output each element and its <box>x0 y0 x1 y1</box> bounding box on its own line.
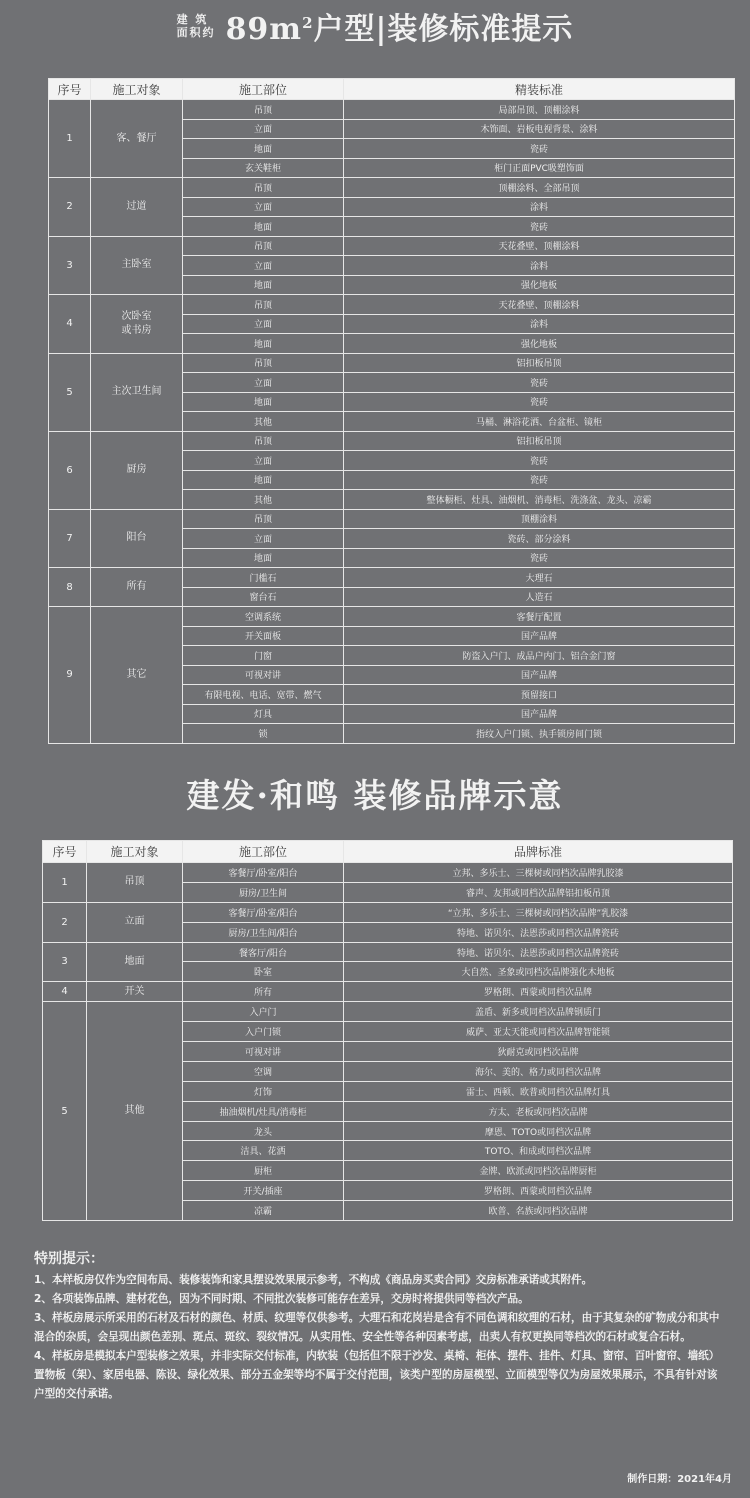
table-row <box>43 1002 733 1022</box>
construction-part: 灯具 <box>183 704 344 724</box>
construction-part: 地面 <box>183 392 344 412</box>
standard: 铝扣板吊顶 <box>344 353 735 373</box>
standard: 国产品牌 <box>344 665 735 685</box>
standard: 瓷砖 <box>344 470 735 490</box>
table-row <box>49 100 735 120</box>
row-number: 1 <box>43 863 87 903</box>
table-row <box>49 568 735 588</box>
column-header: 施工对象 <box>87 841 183 863</box>
construction-object: 过道 <box>91 178 183 237</box>
area-label-line2: 面积约 <box>176 26 216 39</box>
standard: 强化地板 <box>344 275 735 295</box>
construction-object: 阳台 <box>91 509 183 568</box>
construction-part: 吊顶 <box>183 353 344 373</box>
standard: 人造石 <box>344 587 735 607</box>
standard: “立邦、多乐士、三棵树或同档次品牌”乳胶漆 <box>344 902 733 922</box>
row-number: 4 <box>49 295 91 354</box>
construction-part: 地面 <box>183 470 344 490</box>
construction-part: 地面 <box>183 275 344 295</box>
area-label-line1: 建 筑 <box>176 13 209 26</box>
construction-part: 立面 <box>183 314 344 334</box>
column-header: 施工部位 <box>183 79 344 100</box>
standard: 方太、老板或同档次品牌 <box>344 1101 733 1121</box>
standard: 欧普、名族或同档次品牌 <box>344 1201 733 1221</box>
standard: 预留接口 <box>344 685 735 705</box>
construction-object: 厨房 <box>91 431 183 509</box>
standard: 瓷砖 <box>344 392 735 412</box>
title-area: 89m <box>225 12 303 47</box>
standard: 涂料 <box>344 314 735 334</box>
construction-object: 开关 <box>87 982 183 1002</box>
note-item: 3、样板房展示所采用的石材及石材的颜色、材质、纹理等仅供参考。大理石和花岗岩是含有不同色调和纹理的石材，由于其复杂的矿物成分和其中混合的杂质，会呈现出颜色差别、斑点、斑纹、裂纹情况。从实用性、安全性等各种因素考虑，出卖人有权更换同等档次的石材或复合石材。 <box>34 1312 720 1343</box>
construction-part: 抽油烟机/灶具/消毒柜 <box>183 1101 344 1121</box>
construction-object: 吊顶 <box>87 863 183 903</box>
standard: 瓷砖 <box>344 139 735 159</box>
construction-part: 吊顶 <box>183 295 344 315</box>
table-row <box>43 942 733 962</box>
standard: 马桶、淋浴花洒、台盆柜、镜柜 <box>344 412 735 432</box>
standard: 瓷砖 <box>344 451 735 471</box>
construction-part: 吊顶 <box>183 509 344 529</box>
standard: 国产品牌 <box>344 626 735 646</box>
construction-part: 灯饰 <box>183 1081 344 1101</box>
standard: 威萨、亚太天能或同档次品牌智能锁 <box>344 1022 733 1042</box>
table-row <box>43 863 733 883</box>
construction-part: 吊顶 <box>183 100 344 120</box>
standard: 涂料 <box>344 256 735 276</box>
table-header-row <box>43 841 733 863</box>
table-row <box>43 982 733 1002</box>
standard: 天花叠壁、顶棚涂料 <box>344 236 735 256</box>
column-header: 序号 <box>43 841 87 863</box>
construction-part: 可视对讲 <box>183 665 344 685</box>
construction-part: 地面 <box>183 217 344 237</box>
construction-part: 客餐厅/卧室/阳台 <box>183 902 344 922</box>
construction-part: 开关面板 <box>183 626 344 646</box>
construction-part: 开关/插座 <box>183 1181 344 1201</box>
standard: 强化地板 <box>344 334 735 354</box>
standard: 摩恩、TOTO或同档次品牌 <box>344 1121 733 1141</box>
construction-part: 其他 <box>183 490 344 510</box>
table-row <box>49 178 735 198</box>
row-number: 7 <box>49 509 91 568</box>
construction-part: 其他 <box>183 412 344 432</box>
standard: 狄耐克或同档次品牌 <box>344 1042 733 1062</box>
construction-part: 厨房/卫生间/阳台 <box>183 922 344 942</box>
construction-part: 吊顶 <box>183 431 344 451</box>
standard: 国产品牌 <box>344 704 735 724</box>
standard: 防盗入户门、成品户内门、铝合金门窗 <box>344 646 735 666</box>
construction-part: 入户门 <box>183 1002 344 1022</box>
standard: 顶棚涂料、全部吊顶 <box>344 178 735 198</box>
construction-part: 入户门锁 <box>183 1022 344 1042</box>
row-number: 6 <box>49 431 91 509</box>
construction-part: 客餐厅/卧室/阳台 <box>183 863 344 883</box>
construction-object: 客、餐厅 <box>91 100 183 178</box>
construction-object: 主次卫生间 <box>91 353 183 431</box>
standard: 盖盾、新多或同档次品牌钢质门 <box>344 1002 733 1022</box>
note-item: 4、样板房是模拟本户型装修之效果，并非实际交付标准，内软装（包括但不限于沙发、桌椅、柜体、摆件、挂件、灯具、窗帘、百叶窗帘、墙纸）置物板（架）、家居电器、陈设、绿化效果、部分五金架等均不属于交付范围，该类户型的房屋模型、立面模型等仅为房屋效果展示，不具有针对该户型的交付承诺。 <box>34 1350 720 1400</box>
note-item: 1、本样板房仅作为空间布局、装修装饰和家具摆设效果展示参考，不构成《商品房买卖合同》交房标准承诺或其附件。 <box>34 1274 593 1286</box>
standard: 柜门正面PVC吸塑饰面 <box>344 158 735 178</box>
construction-part: 立面 <box>183 451 344 471</box>
standard: 特地、诺贝尔、法恩莎或同档次品牌瓷砖 <box>344 942 733 962</box>
area-label <box>177 13 216 39</box>
standard: 瓷砖 <box>344 548 735 568</box>
standard: 雷士、西顿、欧普或同档次品牌灯具 <box>344 1081 733 1101</box>
construction-part: 所有 <box>183 982 344 1002</box>
title-rest: 户型|装修标准提示 <box>313 12 574 47</box>
table-row <box>43 902 733 922</box>
construction-object: 地面 <box>87 942 183 982</box>
construction-part: 立面 <box>183 119 344 139</box>
row-number: 8 <box>49 568 91 607</box>
row-number: 2 <box>43 902 87 942</box>
construction-part: 地面 <box>183 139 344 159</box>
brand-standard-table <box>42 840 733 1221</box>
column-header: 品牌标准 <box>344 841 733 863</box>
standard: 海尔、美的、格力或同档次品牌 <box>344 1061 733 1081</box>
construction-object: 其它 <box>91 607 183 744</box>
construction-part: 凉霸 <box>183 1201 344 1221</box>
construction-part: 锁 <box>183 724 344 744</box>
construction-part: 门窗 <box>183 646 344 666</box>
standard: 特地、诺贝尔、法恩莎或同档次品牌瓷砖 <box>344 922 733 942</box>
construction-part: 空调系统 <box>183 607 344 627</box>
construction-part: 龙头 <box>183 1121 344 1141</box>
standard: 指纹入户门锁、执手锁房间门锁 <box>344 724 735 744</box>
construction-part: 有限电视、电话、宽带、燃气 <box>183 685 344 705</box>
table-row <box>49 431 735 451</box>
construction-part: 地面 <box>183 334 344 354</box>
row-number: 9 <box>49 607 91 744</box>
construction-part: 空调 <box>183 1061 344 1081</box>
column-header: 精装标准 <box>344 79 735 100</box>
row-number: 1 <box>49 100 91 178</box>
construction-part: 门槛石 <box>183 568 344 588</box>
notes-title: 特别提示： <box>34 1251 104 1267</box>
standard: 木饰面、岩板电视背景、涂料 <box>344 119 735 139</box>
construction-object: 次卧室 或书房 <box>91 295 183 354</box>
page-title-2: 建发·和鸣 装修品牌示意 <box>186 776 564 815</box>
title-sup: 2 <box>302 14 314 32</box>
row-number: 3 <box>43 942 87 982</box>
decoration-standard-table <box>48 78 735 744</box>
table-row <box>49 295 735 315</box>
standard: 大自然、圣象或同档次品牌强化木地板 <box>344 962 733 982</box>
column-header: 施工部位 <box>183 841 344 863</box>
page-title-1 <box>0 4 750 48</box>
standard: 客餐厅配置 <box>344 607 735 627</box>
note-item: 2、各项装饰品牌、建材花色，因为不同时期、不同批次装修可能存在差异，交房时将提供同等档次产品。 <box>34 1293 529 1305</box>
construction-object: 立面 <box>87 902 183 942</box>
construction-part: 洁具、花洒 <box>183 1141 344 1161</box>
row-number: 4 <box>43 982 87 1002</box>
row-number: 5 <box>43 1002 87 1221</box>
standard: 瓷砖、部分涂料 <box>344 529 735 549</box>
standard: 天花叠壁、顶棚涂料 <box>344 295 735 315</box>
construction-object: 主卧室 <box>91 236 183 295</box>
standard: 瓷砖 <box>344 373 735 393</box>
standard: 瓷砖 <box>344 217 735 237</box>
standard: 罗格朗、西蒙或同档次品牌 <box>344 1181 733 1201</box>
standard: 罗格朗、西蒙或同档次品牌 <box>344 982 733 1002</box>
special-notes <box>34 1250 724 1404</box>
construction-part: 玄关鞋柜 <box>183 158 344 178</box>
table-row <box>49 353 735 373</box>
standard: 铝扣板吊顶 <box>344 431 735 451</box>
table-row <box>49 236 735 256</box>
construction-part: 立面 <box>183 197 344 217</box>
construction-part: 立面 <box>183 373 344 393</box>
column-header: 施工对象 <box>91 79 183 100</box>
construction-part: 厨柜 <box>183 1161 344 1181</box>
construction-part: 可视对讲 <box>183 1042 344 1062</box>
standard: 金牌、欧派或同档次品牌厨柜 <box>344 1161 733 1181</box>
construction-part: 卧室 <box>183 962 344 982</box>
construction-part: 吊顶 <box>183 178 344 198</box>
standard: 顶棚涂料 <box>344 509 735 529</box>
row-number: 2 <box>49 178 91 237</box>
table-row <box>49 607 735 627</box>
standard: 整体橱柜、灶具、油烟机、消毒柜、洗涤盆、龙头、凉霸 <box>344 490 735 510</box>
construction-object: 其他 <box>87 1002 183 1221</box>
row-number: 3 <box>49 236 91 295</box>
construction-part: 地面 <box>183 548 344 568</box>
construction-part: 厨房/卫生间 <box>183 882 344 902</box>
table-row <box>49 509 735 529</box>
construction-object: 所有 <box>91 568 183 607</box>
construction-part: 窗台石 <box>183 587 344 607</box>
construction-part: 吊顶 <box>183 236 344 256</box>
column-header: 序号 <box>49 79 91 100</box>
standard: 局部吊顶、顶棚涂料 <box>344 100 735 120</box>
standard: TOTO、和成或同档次品牌 <box>344 1141 733 1161</box>
standard: 大理石 <box>344 568 735 588</box>
standard: 睿声、友邦或同档次品牌铝扣板吊顶 <box>344 882 733 902</box>
construction-part: 餐客厅/阳台 <box>183 942 344 962</box>
construction-part: 立面 <box>183 256 344 276</box>
standard: 立邦、多乐士、三棵树或同档次品牌乳胶漆 <box>344 863 733 883</box>
row-number: 5 <box>49 353 91 431</box>
title-main <box>226 4 574 48</box>
construction-part: 立面 <box>183 529 344 549</box>
production-date: 制作日期：2021年4月 <box>627 1474 732 1485</box>
standard: 涂料 <box>344 197 735 217</box>
table-header-row <box>49 79 735 100</box>
